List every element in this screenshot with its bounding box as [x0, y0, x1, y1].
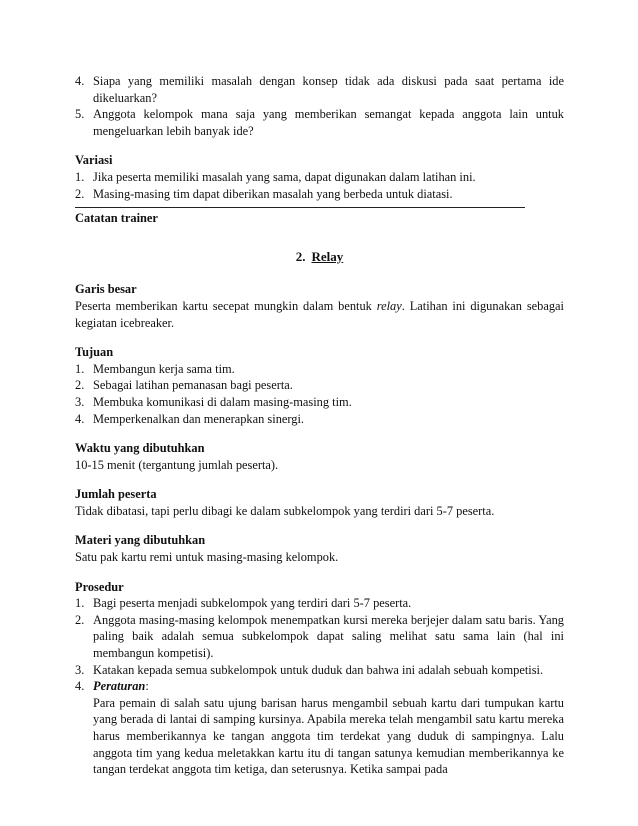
- list-text: Siapa yang memiliki masalah dengan konsep tidak ada diskusi pada saat pertama ide dikeluarkan?: [93, 74, 564, 105]
- list-item: [75, 377, 564, 394]
- list-item: [75, 662, 564, 679]
- materi-text: Satu pak kartu remi untuk masing-masing kelompok.: [75, 550, 339, 565]
- list-number: 3.: [75, 662, 85, 677]
- list-number: 5.: [75, 107, 85, 122]
- list-text: Anggota masing-masing kelompok menempatkan kursi mereka berjejer dalam satu baris. Yang paling baik adalah semua subkelompok dapat saling melihat satu sama lain (hal ini membangun kompetisi).: [93, 612, 564, 661]
- garis-besar-heading: Garis besar: [75, 282, 137, 297]
- prosedur-list: [75, 595, 564, 695]
- list-text: Sebagai latihan pemanasan bagi peserta.: [93, 378, 293, 393]
- list-number: 1.: [75, 169, 85, 184]
- list-item: [75, 186, 564, 203]
- divider-line: [75, 207, 525, 208]
- catatan-heading: Catatan trainer: [75, 211, 158, 226]
- variasi-heading: Variasi: [75, 153, 113, 168]
- section-title: [75, 249, 564, 266]
- waktu-text: 10-15 menit (tergantung jumlah peserta).: [75, 457, 279, 472]
- list-number: 4.: [75, 679, 85, 694]
- jumlah-text: Tidak dibatasi, tapi perlu dibagi ke dalam subkelompok yang terdiri dari 5-7 peserta.: [75, 503, 495, 518]
- list-item: [75, 612, 564, 662]
- list-text: Bagi peserta menjadi subkelompok yang terdiri dari 5-7 peserta.: [93, 596, 412, 611]
- list-item: [75, 595, 564, 612]
- section-title-text: Relay: [311, 248, 344, 264]
- list-number: 2.: [75, 378, 85, 393]
- waktu-heading: Waktu yang dibutuhkan: [75, 441, 205, 456]
- list-text: Anggota kelompok mana saja yang memberikan semangat kepada anggota lain untuk mengeluarkan lebih banyak ide?: [93, 107, 564, 138]
- list-text: Masing-masing tim dapat diberikan masalah yang berbeda untuk diatasi.: [93, 186, 453, 201]
- garis-besar-text-part: Peserta memberikan kartu secepat mungkin dalam bentuk: [75, 298, 377, 313]
- peraturan-colon: :: [145, 679, 149, 694]
- tujuan-list: [75, 361, 564, 427]
- list-number: 2.: [75, 186, 85, 201]
- section-number: 2.: [295, 248, 306, 264]
- list-item: [75, 73, 564, 106]
- list-number: 1.: [75, 596, 85, 611]
- garis-besar-text: [75, 298, 564, 331]
- list-item: [75, 361, 564, 378]
- list-item: [75, 106, 564, 139]
- list-number: 1.: [75, 361, 85, 376]
- list-number: 2.: [75, 612, 85, 627]
- peraturan-text: Para pemain di salah satu ujung barisan harus mengambil sebuah kartu dari tumpukan kartu yang berada di lantai di samping kursinya. Apabila mereka telah mengambil satu kartu mereka harus memberikannya ke tangan anggota tim terdekat yang duduk di sampingnya. Lalu anggota tim yang kedua meletakkan kartu itu di tangan satunya kemudian memberikannya ke tangan terdekat anggota tim ketiga, dan seterusnya. Ketika sampai pada: [93, 695, 564, 777]
- list-number: 3.: [75, 394, 85, 409]
- tujuan-heading: Tujuan: [75, 345, 114, 360]
- garis-besar-italic: relay: [376, 298, 402, 313]
- materi-heading: Materi yang dibutuhkan: [75, 533, 206, 548]
- list-text: Memperkenalkan dan menerapkan sinergi.: [93, 411, 305, 426]
- peraturan-label: Peraturan: [93, 679, 146, 694]
- variasi-list: [75, 169, 564, 202]
- garis-besar-text-part: . Latihan ini digunakan sebagai kegiatan icebreaker.: [75, 298, 564, 330]
- list-text: Membuka komunikasi di dalam masing-masing tim.: [93, 394, 352, 409]
- document-page: [75, 73, 564, 778]
- question-list: [75, 73, 564, 139]
- list-number: 4.: [75, 74, 85, 88]
- jumlah-heading: Jumlah peserta: [75, 487, 157, 502]
- list-item: [75, 678, 564, 695]
- list-item: [75, 169, 564, 186]
- list-number: 4.: [75, 411, 85, 426]
- list-text: Katakan kepada semua subkelompok untuk duduk dan bahwa ini adalah sebuah kompetisi.: [93, 662, 544, 677]
- list-text: Membangun kerja sama tim.: [93, 361, 235, 376]
- prosedur-heading: Prosedur: [75, 579, 124, 594]
- list-item: [75, 394, 564, 411]
- list-text: Jika peserta memiliki masalah yang sama, dapat digunakan dalam latihan ini.: [93, 169, 476, 184]
- list-item: [75, 411, 564, 428]
